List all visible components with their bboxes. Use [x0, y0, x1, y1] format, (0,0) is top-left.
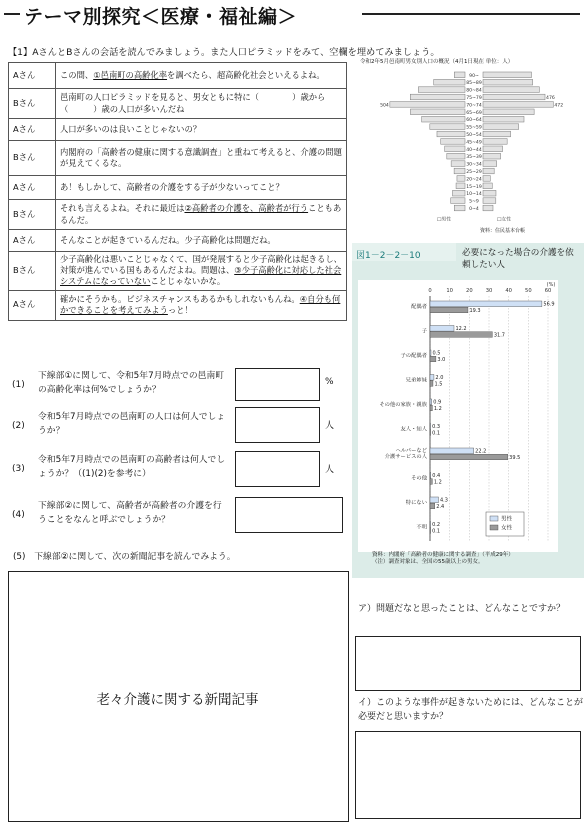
chart-data-label: 0.2: [432, 522, 441, 529]
chart-bar: [430, 424, 431, 430]
figure-title: 必要になった場合の介護を依頼したい人: [462, 248, 574, 271]
chart-bar: [430, 332, 492, 338]
speech-text: [56, 63, 347, 89]
pyramid-female-bar: [483, 109, 534, 115]
chart-category-label: 配偶者: [411, 304, 427, 310]
chart-tick-label: 0: [428, 288, 432, 294]
speech-text-part: 人口が多いのは良いことじゃないの？: [60, 123, 202, 134]
conversation-row: [9, 176, 347, 200]
pyramid-title: 令和2年5月邑南町男女別人口の概況（4月1日現在 単位：人）: [360, 59, 514, 65]
pyramid-male-bar: [441, 139, 465, 145]
question-1-text: 下線部①に関して、令和5年7月時点での邑南町の高齢化率は何%でしょうか？: [38, 371, 225, 396]
pyramid-age-label: 30~34: [466, 162, 482, 168]
pyramid-female-bar: [483, 168, 494, 174]
chart-data-label: 0.3: [432, 424, 441, 431]
answer-box-3[interactable]: [235, 451, 320, 487]
pyramid-age-label: 50~54: [466, 133, 482, 138]
answer-box-1[interactable]: [235, 368, 320, 401]
chart-bar: [430, 448, 474, 454]
chart-bar: [430, 430, 431, 436]
speech-text-part: ことじゃないかな。: [150, 276, 226, 287]
chart-data-label: 1.2: [433, 405, 442, 412]
pyramid-age-label: 40~44: [466, 147, 482, 153]
speech-text: [56, 230, 347, 252]
chart-category-label: 特にない: [405, 500, 427, 506]
speech-text: [56, 290, 347, 320]
chart-unit-label: (%): [546, 282, 556, 288]
conversation-row: [9, 63, 347, 89]
chart-category-label: その他の家族・親族: [379, 402, 427, 408]
pyramid-female-bar: [483, 146, 503, 152]
chart-legend-box: [486, 512, 524, 536]
chart-category-label: その他: [411, 475, 427, 482]
pyramid-legend-male: □男性: [436, 217, 452, 223]
care-request-bar-chart: [358, 280, 558, 552]
chart-data-label: 0.5: [432, 350, 441, 357]
pyramid-age-label: 75~79: [466, 96, 482, 101]
pyramid-age-label: 65~69: [466, 110, 482, 116]
pyramid-age-label: 0~4: [469, 207, 479, 212]
speaker-label: Bさん: [9, 200, 56, 230]
answer-3-unit: 人: [325, 465, 335, 475]
population-pyramid: [366, 68, 582, 228]
speaker-label: Aさん: [9, 176, 56, 200]
answer-2-unit: 人: [325, 421, 335, 431]
chart-bar: [430, 326, 454, 332]
pyramid-female-bar: [483, 124, 519, 130]
speaker-label: Aさん: [9, 119, 56, 141]
chart-category-label: 友人・知人: [400, 426, 427, 433]
chart-bar: [430, 375, 434, 381]
speech-text-part: こともあるんだ。: [60, 203, 342, 225]
pyramid-male-bar: [456, 183, 465, 189]
answer-box-4[interactable]: [235, 497, 343, 533]
pyramid-age-label: 5~9: [469, 199, 479, 205]
speech-text: [56, 252, 347, 291]
chart-data-label: 0.1: [432, 430, 441, 437]
chart-data-label: 0.4: [432, 473, 441, 480]
chart-category-label: 介護サービスの人: [384, 454, 427, 461]
question-i-text: イ）このような事件が起きないためには、どんなことが必要だと思いますか？: [358, 698, 584, 722]
pyramid-female-bar: [483, 79, 533, 85]
speech-text: [56, 119, 347, 141]
pyramid-male-bar: [451, 161, 465, 167]
speaker-label: Aさん: [9, 63, 56, 89]
speech-text-part: 内閣府の「高齢者の健康に関する意識調査」と重ねて考えると、介護の問題が見えてくるな。: [60, 146, 342, 168]
chart-tick-label: 40: [505, 288, 512, 294]
chart-bar: [430, 497, 438, 503]
speaker-label: Aさん: [9, 290, 56, 320]
chart-data-label: 56.9: [543, 301, 555, 308]
chart-data-label: 3.0: [437, 356, 446, 363]
pyramid-age-label: 70~74: [466, 103, 482, 109]
chart-tick-label: 10: [446, 288, 453, 294]
chart-data-label: 39.5: [509, 454, 521, 461]
conversation-row: [9, 290, 347, 320]
pyramid-age-label: 25~29: [466, 170, 482, 175]
pyramid-male-bar: [390, 102, 465, 108]
chart-category-label: ヘルパーなど: [395, 447, 427, 454]
answer-box-a[interactable]: [355, 636, 581, 691]
conversation-table: [8, 62, 347, 321]
speech-text: [56, 89, 347, 119]
speech-text-part: を調べたら、超高齢化社会といえるよね。: [167, 69, 325, 80]
pyramid-male-bar: [410, 109, 465, 115]
pyramid-female-value: 472: [554, 103, 564, 109]
chart-tick-label: 50: [525, 288, 532, 294]
pyramid-female-bar: [483, 116, 524, 122]
chart-legend-swatch: [490, 516, 498, 521]
chart-bar: [430, 528, 431, 534]
chart-data-label: 2.4: [436, 503, 445, 510]
chart-bar: [430, 522, 431, 528]
chart-data-label: 22.2: [475, 448, 487, 455]
pyramid-female-bar: [483, 198, 496, 204]
speech-underlined-phrase: ④自分も何かできることを考えてみよう: [60, 293, 341, 316]
answer-box-i[interactable]: [355, 731, 581, 819]
pyramid-male-bar: [451, 198, 465, 204]
pyramid-age-label: 55~59: [466, 125, 482, 131]
chart-data-label: 0.9: [433, 399, 442, 406]
pyramid-age-label: 35~39: [466, 155, 482, 161]
speech-underlined-phrase: ①邑南町の高齢化率: [93, 69, 168, 80]
page-title: テーマ別探究＜医療・福祉編＞: [24, 6, 298, 28]
chart-bar: [430, 405, 432, 411]
pyramid-age-label: 85~89: [466, 81, 482, 87]
pyramid-age-label: 15~19: [466, 184, 482, 190]
speech-text: [56, 176, 347, 200]
question-4-number: (4): [12, 510, 25, 520]
pyramid-male-bar: [447, 153, 465, 159]
pyramid-male-bar: [418, 87, 465, 93]
speech-text-part: この間、: [60, 69, 94, 80]
chart-bar: [430, 503, 435, 509]
speech-underlined-phrase: ②高齢者の介護を、高齢者が行う: [184, 203, 309, 214]
speech-text-part: っと！: [167, 305, 193, 316]
pyramid-age-label: 90~: [469, 73, 479, 79]
pyramid-male-bar: [422, 116, 465, 122]
chart-bar: [430, 479, 432, 485]
question-2-number: (2): [12, 421, 25, 431]
title-rule-right: [362, 13, 580, 15]
pyramid-female-bar: [483, 72, 531, 78]
pyramid-female-bar: [483, 205, 493, 211]
chart-legend-label: 男性: [501, 516, 513, 523]
speech-text: [56, 141, 347, 176]
chart-bar: [430, 301, 542, 307]
speech-text-part: あ！もしかして、高齢者の介護をする子が少ないってこと？: [60, 181, 284, 192]
pyramid-male-bar: [410, 94, 465, 100]
pyramid-male-bar: [445, 146, 465, 152]
pyramid-female-bar: [483, 87, 539, 93]
chart-data-label: 12.2: [455, 326, 467, 333]
conversation-row: [9, 141, 347, 176]
pyramid-female-bar: [483, 131, 511, 137]
speech-text: [56, 200, 347, 230]
conversation-row: [9, 200, 347, 230]
pyramid-female-bar: [483, 161, 497, 167]
pyramid-female-bar: [483, 102, 553, 108]
question-1-number: (1): [12, 380, 25, 390]
answer-box-2[interactable]: [235, 407, 320, 443]
chart-data-label: 2.0: [435, 375, 444, 382]
conversation-row: [9, 230, 347, 252]
pyramid-female-bar: [483, 190, 496, 196]
chart-data-label: 31.7: [493, 332, 505, 339]
pyramid-female-bar: [483, 183, 492, 189]
pyramid-legend-female: □女性: [496, 217, 512, 223]
pyramid-age-label: 60~64: [466, 118, 482, 124]
chart-legend-label: 女性: [501, 525, 513, 532]
pyramid-male-bar: [454, 205, 465, 211]
speech-underlined-phrase: ③少子高齢化に対応した社会システムになっていない: [60, 265, 342, 287]
question-4-text: 下線部②に関して、高齢者が高齢者の介護を行うことをなんと呼ぶでしょうか？: [38, 501, 222, 526]
chart-bar: [430, 473, 431, 479]
pyramid-source: 資料：住民基本台帳: [480, 228, 526, 234]
speech-text-part: 邑南町の人口ピラミッドを見ると、男女ともに特に（ ）歳から（ ）歳の人口が多いんだね: [60, 92, 326, 114]
question-3-text: 令和5年7月時点での邑南町の高齢者は何人でしょうか？（(1)(2)を参考に）: [38, 455, 226, 480]
chart-category-label: 兄弟姉妹: [405, 377, 427, 384]
pyramid-age-label: 80~84: [466, 88, 482, 94]
question-a-text: ア）問題だなと思ったことは、どんなことですか？: [358, 604, 566, 614]
chart-category-label: 不明: [416, 524, 427, 531]
pyramid-age-label: 10~14: [466, 192, 482, 198]
figure-number: 図1－2－2－10: [356, 251, 421, 261]
chart-bar: [430, 350, 431, 356]
chart-bar: [430, 381, 433, 387]
chart-data-label: 19.3: [469, 307, 481, 314]
speaker-label: Bさん: [9, 89, 56, 119]
speech-text-part: それも言えるよね。それに最近は: [60, 203, 185, 214]
pyramid-male-bar: [437, 131, 465, 137]
speaker-label: Bさん: [9, 252, 56, 291]
answer-1-unit: %: [325, 377, 334, 387]
chart-source-line2: （注）調査対象は、全国の55歳以上の男女。: [372, 559, 484, 566]
chart-bar: [430, 454, 508, 460]
pyramid-male-bar: [454, 72, 465, 78]
chart-data-label: 4.3: [439, 497, 448, 504]
pyramid-male-value: 504: [380, 103, 389, 109]
chart-source: [372, 552, 514, 567]
chart-tick-label: 30: [485, 288, 493, 294]
speech-text-part: そんなことが起きているんだね。少子高齢化は問題だね。: [60, 234, 276, 245]
speaker-label: Bさん: [9, 141, 56, 176]
pyramid-female-bar: [483, 139, 507, 145]
conversation-row: [9, 119, 347, 141]
chart-tick-label: 60: [544, 288, 552, 294]
pyramid-male-bar: [430, 124, 465, 130]
instructions: 【1】AさんとBさんの会話を読んでみましょう。また人口ピラミッドをみて、空欄を埋めてみましょう。: [8, 47, 440, 58]
question-5-text: (5) 下線部②に関して、次の新聞記事を読んでみよう。: [13, 552, 236, 562]
pyramid-male-bar: [434, 79, 465, 85]
pyramid-age-label: 20~24: [466, 177, 482, 183]
speaker-label: Aさん: [9, 230, 56, 252]
conversation-row: [9, 252, 347, 291]
question-3-number: (3): [12, 464, 25, 474]
chart-bar: [430, 356, 436, 362]
chart-category-label: 子: [421, 328, 427, 335]
chart-tick-label: 20: [466, 288, 473, 294]
pyramid-female-bar: [483, 153, 501, 159]
chart-bar: [430, 307, 468, 313]
chart-legend-swatch: [490, 525, 498, 530]
chart-source-line1: 資料：内閣府「高齢者の健康に関する調査」（平成29年）: [372, 552, 514, 558]
conversation-row: [9, 89, 347, 119]
pyramid-female-value: 476: [546, 96, 555, 101]
chart-category-label: 子の配偶者: [400, 353, 427, 359]
pyramid-age-label: 45~49: [466, 140, 482, 146]
speech-text-part: 確かにそうかも。ビジネスチャンスもあるかもしれないもんね。: [60, 293, 300, 304]
title-rule-left: [4, 13, 20, 15]
pyramid-female-bar: [483, 94, 545, 100]
chart-data-label: 1.2: [433, 479, 442, 486]
chart-bar: [430, 399, 432, 405]
pyramid-male-bar: [452, 190, 465, 196]
question-2-text: 令和5年7月時点での邑南町の人口は何人でしょうか？: [38, 412, 226, 437]
pyramid-male-bar: [454, 168, 465, 174]
chart-data-label: 1.5: [434, 381, 443, 388]
chart-data-label: 0.1: [432, 528, 441, 535]
news-article-label: 老々介護に関する新聞記事: [96, 692, 259, 708]
speech-text-part: 少子高齢化は悪いことじゃなくて、国が発展すると少子高齢化は起きるし、対策が進んでいる国もあるんだよね。問題は、: [60, 254, 342, 276]
pyramid-female-bar: [483, 176, 490, 182]
pyramid-male-bar: [457, 176, 465, 182]
